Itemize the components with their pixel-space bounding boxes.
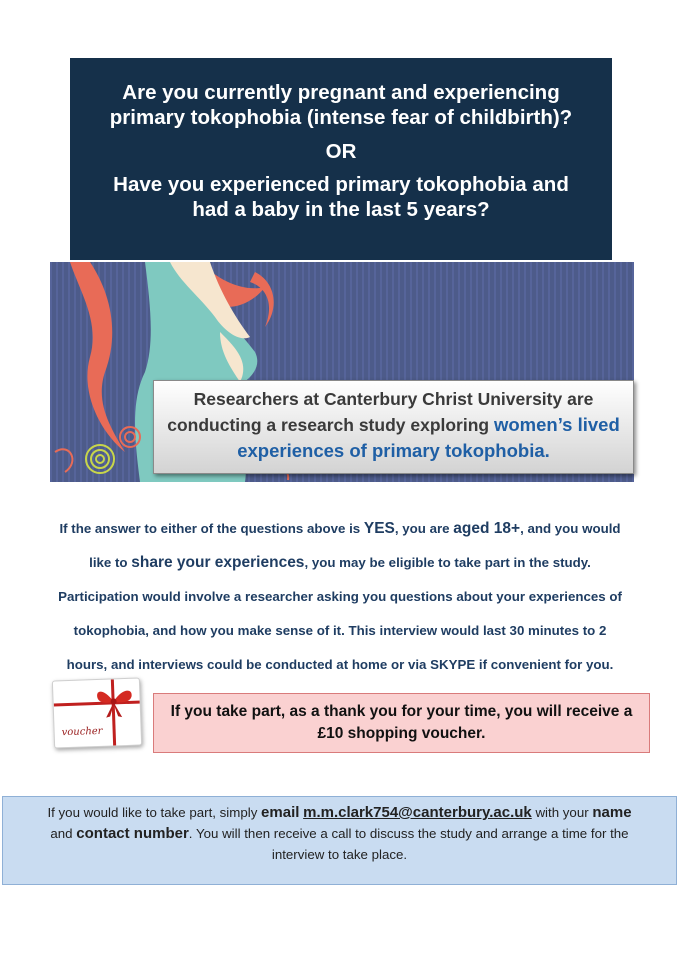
eligibility-text: If the answer to either of the questions above is bbox=[59, 521, 364, 536]
contact-info-box bbox=[2, 796, 677, 885]
name-word: name bbox=[592, 804, 632, 821]
yes-emphasis: YES bbox=[363, 520, 395, 537]
contact-line-3: interview to take place. bbox=[271, 847, 408, 862]
research-highlight-2: experiences of primary tokophobia. bbox=[237, 440, 550, 461]
participation-line-3: hours, and interviews could be conducted at home or via SKYPE if convenient for you. bbox=[66, 657, 614, 672]
email-word: email bbox=[261, 804, 300, 821]
eligibility-text: , and you would bbox=[520, 521, 621, 536]
eligibility-text: like to bbox=[89, 555, 132, 570]
eligibility-line-2 bbox=[30, 546, 650, 580]
question-1-line-2: primary tokophobia (intense fear of childbirth)? bbox=[109, 106, 573, 129]
contact-text: and bbox=[50, 826, 77, 841]
contact-line-2 bbox=[3, 823, 676, 844]
research-line-1: Researchers at Canterbury Christ University are bbox=[193, 389, 594, 409]
participation-line-2: tokophobia, and how you make sense of it. This interview would last 30 minutes to 2 bbox=[73, 623, 607, 638]
or-separator: OR bbox=[325, 140, 357, 163]
eligibility-text: , you are bbox=[394, 521, 454, 536]
reward-line-1: If you take part, as a thank you for your time, you will receive a bbox=[170, 703, 633, 720]
question-1-line-1: Are you currently pregnant and experiencing bbox=[122, 81, 560, 104]
study-information-text bbox=[30, 512, 650, 682]
eligibility-line-1 bbox=[30, 512, 650, 546]
research-highlight-1: women’s lived bbox=[493, 414, 620, 435]
contact-number-word: contact number bbox=[76, 825, 189, 842]
share-experiences-emphasis: share your experiences bbox=[131, 554, 305, 571]
eligibility-text: , you may be eligible to take part in the study. bbox=[304, 555, 591, 570]
question-2-line-1: Have you experienced primary tokophobia and bbox=[113, 173, 569, 196]
participation-line-1: Participation would involve a researcher asking you questions about your experiences of bbox=[58, 589, 622, 604]
contact-text: . You will then receive a call to discuss the study and arrange a time for the bbox=[188, 826, 629, 841]
contact-text: with your bbox=[531, 805, 593, 820]
question-2-line-2: had a baby in the last 5 years? bbox=[192, 198, 490, 221]
research-description-box bbox=[153, 380, 634, 474]
age-requirement: aged 18+ bbox=[453, 520, 521, 537]
email-link[interactable]: m.m.clark754@canterbury.ac.uk bbox=[303, 804, 532, 821]
header-questions-box bbox=[70, 58, 612, 260]
research-line-2-plain: conducting a research study exploring bbox=[167, 415, 494, 435]
contact-text: If you would like to take part, simply bbox=[47, 805, 262, 820]
reward-line-2: £10 shopping voucher. bbox=[317, 725, 486, 742]
contact-line-1 bbox=[3, 802, 676, 823]
gift-voucher-icon bbox=[52, 677, 142, 748]
research-line-2 bbox=[154, 412, 633, 438]
voucher-card-label: voucher bbox=[61, 725, 103, 739]
reward-box bbox=[153, 693, 650, 753]
